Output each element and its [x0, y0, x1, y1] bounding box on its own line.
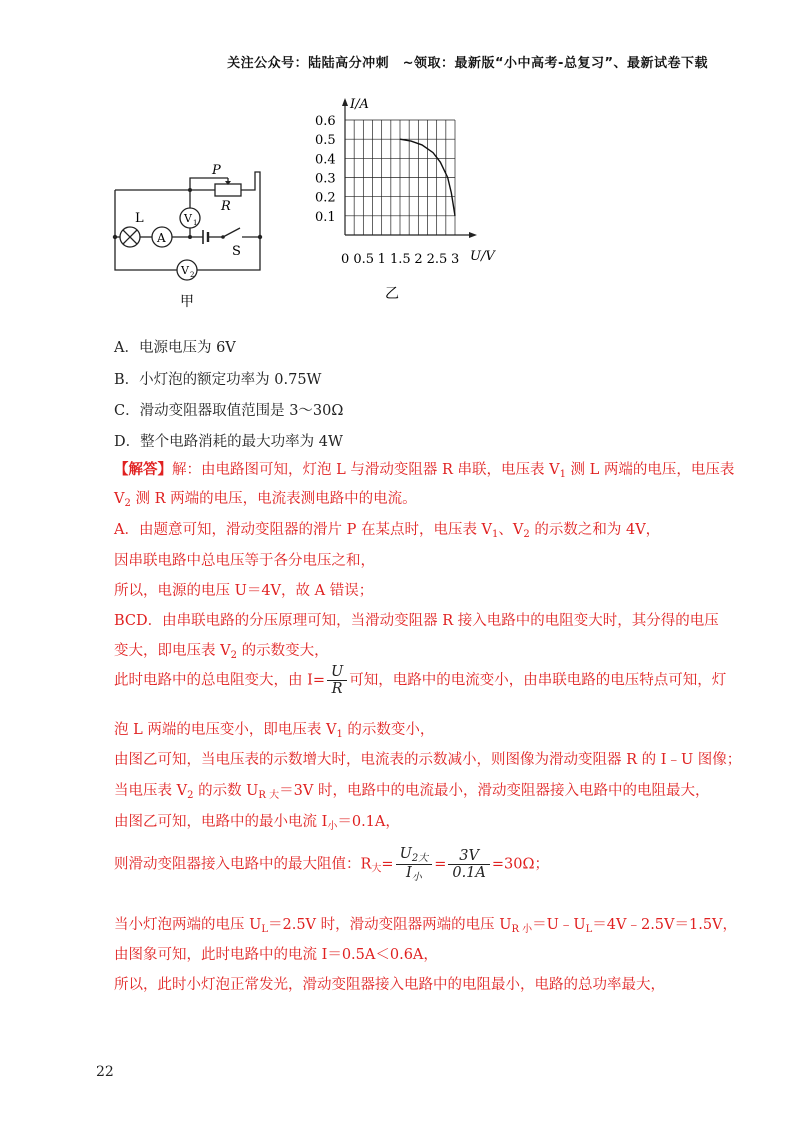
y-tick-label: 0.6 — [315, 114, 336, 129]
x-tick-label: 0 — [341, 252, 350, 267]
label-V2: V — [181, 264, 189, 277]
x-tick-label: 2 — [414, 252, 423, 267]
label-R: R — [221, 199, 231, 214]
iu-chart — [290, 88, 510, 313]
answer-line-9: 泡 L 两端的电压变小，即电压表 $V_1$ 的示数变小， — [114, 722, 435, 740]
x-axis-arrow — [469, 232, 477, 238]
answer-line-15: 由图象可知，此时电路中的电流 I＝0.5A＜0.6A， — [114, 947, 438, 963]
answer-line-16: 所以，此时小灯泡正常发光，滑动变阻器接入电路中的电阻最小，电路的总功率最大， — [114, 977, 665, 993]
y-tick-label: 0.1 — [315, 209, 336, 225]
page-header: 关注公众号：陆陆高分冲刺 ~领取：最新版“小中高考-总复习”、最新试卷下载 — [227, 56, 708, 71]
label-V2-sub: 2 — [190, 271, 195, 279]
y-axis-label: I/A — [350, 97, 369, 112]
answer-line-12: 由图乙可知，电路中的最小电流 $I_小=0.1A$， — [114, 814, 400, 832]
answer-tag: 【解答】 — [114, 461, 172, 478]
label-V1-sub: 1 — [193, 219, 198, 227]
x-tick-label: 1 — [377, 252, 386, 267]
answer-line-3: A．由题意可知，滑动变阻器的滑片 P 在某点时，电压表 $V_1$、$V_2$ 的示数之和为 4V， — [114, 522, 661, 540]
x-tick-label: 3 — [451, 252, 460, 267]
y-tick-label: 0.4 — [315, 152, 336, 168]
answer-line-4: 因串联电路中总电压等于各分电压之和， — [114, 553, 375, 569]
answer-line-2: $V_2$ 测 R 两端的电压，电流表测电路中的电流。 — [114, 491, 417, 509]
label-S: S — [232, 244, 241, 259]
x-axis-label: U/V — [470, 249, 495, 264]
answer-line-7: 变大，即电压表 $V_2$ 的示数变大， — [114, 643, 329, 661]
answer-line-6: BCD．由串联电路的分压原理可知，当滑动变阻器 R 接入电路中的电阻变大时，其分得的电压 — [114, 613, 719, 629]
y-tick-label: 0.5 — [315, 133, 336, 149]
answer-line-14: 当小灯泡两端的电压 $U_L=2.5V$ 时，滑动变阻器两端的电压 $U_{R 小}=U﹣U_L=4V﹣2.5V=1.5V$， — [114, 917, 738, 935]
label-P: P — [212, 163, 221, 178]
circuit-diagram — [105, 160, 275, 310]
answer-line-8: 此时电路中的总电阻变大，由 I= $\frac{U}{R}$ 可知，电路中的电流变小，由串联电路的电压特点可知，灯 — [114, 664, 727, 697]
circuit-caption: 甲 — [180, 294, 194, 310]
option-d: D．整个电路消耗的最大功率为 4W — [114, 434, 343, 450]
x-tick-label: 0.5 — [353, 252, 375, 267]
answer-line-5: 所以，电源的电压 U＝4V，故 A 错误； — [114, 583, 374, 599]
answer-line-10: 由图乙可知，当电压表的示数增大时，电流表的示数减小，则图像为滑动变阻器 R 的 I﹣U 图像； — [114, 752, 742, 768]
option-c: C．滑动变阻器取值范围是 3～30Ω — [114, 403, 344, 419]
option-b: B．小灯泡的额定功率为 0.75W — [114, 372, 322, 388]
chart-caption: 乙 — [385, 286, 399, 302]
label-A: A — [157, 231, 166, 245]
y-axis-arrow — [342, 98, 348, 106]
page-number: 22 — [96, 1064, 114, 1080]
y-tick-label: 0.2 — [315, 190, 336, 206]
option-a: A．电源电压为 6V — [114, 340, 236, 356]
answer-line-11: 当电压表 $V_2$ 的示数 $U_{R 大}=3V$ 时，电路中的电流最小，滑动变阻器接入电路中的电阻最大， — [114, 783, 710, 801]
x-tick-label: 1.5 — [390, 252, 411, 267]
y-tick-label: 0.3 — [315, 171, 336, 187]
answer-line-1: 【解答】解：由电路图可知，灯泡 L 与滑动变阻器 R 串联，电压表 $V_1$ 测 L 两端的电压，电压表 — [114, 461, 735, 480]
x-tick-label: 2.5 — [426, 252, 448, 267]
rheostat-box — [215, 184, 241, 196]
label-V1: V — [184, 212, 192, 225]
answer-line-13: 则滑动变阻器接入电路中的最大阻值：$R_大=$ $\frac{U_{2大}}{I_小}$ = $\frac{3V}{0.1A}$ =30Ω； — [114, 846, 549, 883]
switch-S — [223, 228, 240, 237]
label-L: L — [135, 211, 144, 226]
